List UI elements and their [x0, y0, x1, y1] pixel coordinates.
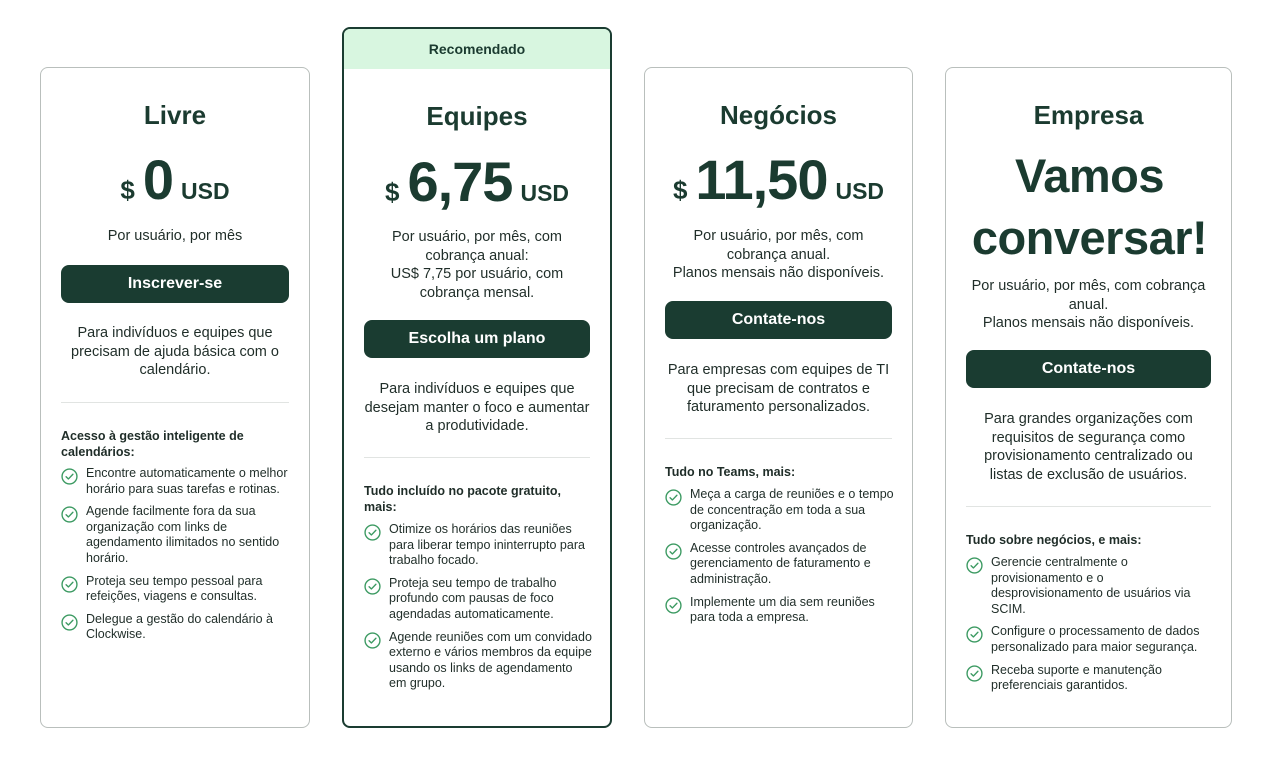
price-currency: $ — [120, 175, 135, 205]
check-circle-icon — [364, 578, 381, 595]
price-amount: 6,75 — [407, 150, 513, 213]
feature-list — [665, 487, 894, 633]
check-circle-icon — [665, 489, 682, 506]
check-circle-icon — [966, 557, 983, 574]
divider — [665, 438, 892, 439]
feature-list — [61, 466, 291, 650]
signup-button[interactable]: Inscrever-se — [61, 265, 289, 303]
price-unit: USD — [181, 178, 230, 204]
contact-button[interactable]: Contate-nos — [665, 301, 892, 339]
plan-price — [41, 150, 309, 210]
feature-item: Gerencie centralmente o provisionamento e o desprovisionamento de usuários via SCIM. — [966, 555, 1211, 617]
plan-description: Para empresas com equipes de TI que precisam de contratos e faturamento personalizados. — [667, 362, 890, 415]
divider — [364, 457, 590, 458]
check-circle-icon — [966, 626, 983, 643]
plan-card-negocios — [644, 67, 913, 728]
feature-item: Proteja seu tempo de trabalho profundo com pausas de foco agendadas automaticamente. — [364, 576, 592, 623]
check-circle-icon — [364, 632, 381, 649]
check-circle-icon — [61, 614, 78, 631]
features-title: Acesso à gestão inteligente de calendários: — [61, 429, 244, 459]
price-unit: USD — [520, 180, 570, 206]
feature-item: Implemente um dia sem reuniões para toda a empresa. — [665, 595, 894, 626]
feature-item: Encontre automaticamente o melhor horário para suas tarefas e rotinas. — [61, 466, 291, 497]
features-title: Tudo incluído no pacote gratuito, mais: — [364, 484, 561, 514]
feature-item: Delegue a gestão do calendário à Clockwise. — [61, 612, 291, 643]
check-circle-icon — [665, 543, 682, 560]
check-circle-icon — [61, 576, 78, 593]
choose-plan-button[interactable]: Escolha um plano — [364, 320, 590, 358]
enterprise-price: Vamos conversar! — [971, 149, 1208, 264]
feature-item: Agende facilmente fora da sua organização com links de agendamento ilimitados no sentido horário. — [61, 504, 291, 566]
features-title: Tudo sobre negócios, e mais: — [966, 533, 1142, 547]
price-amount: 0 — [142, 148, 174, 211]
plan-card-livre — [40, 67, 310, 728]
billing-text: Por usuário, por mês, com cobrança anual: US$ 7,75 por usuário, com cobrança mensal. — [390, 229, 564, 301]
plan-description: Para grandes organizações com requisitos de segurança como provisionamento centralizado ou listas de exclusão de usuários. — [984, 411, 1193, 483]
plan-name: Livre — [143, 100, 207, 130]
feature-item: Receba suporte e manutenção preferenciais garantidos. — [966, 663, 1211, 694]
recommended-badge: Recomendado — [344, 29, 610, 69]
price-amount: 11,50 — [695, 148, 828, 211]
plan-card-empresa — [945, 67, 1232, 728]
feature-item: Configure o processamento de dados personalizado para maior segurança. — [966, 624, 1211, 655]
billing-text: Por usuário, por mês — [107, 228, 243, 244]
feature-item: Meça a carga de reuniões e o tempo de concentração em toda a sua organização. — [665, 487, 894, 534]
divider — [966, 506, 1211, 507]
feature-list — [966, 555, 1211, 701]
divider — [61, 402, 289, 403]
check-circle-icon — [61, 468, 78, 485]
features-title: Tudo no Teams, mais: — [665, 465, 796, 479]
contact-button[interactable]: Contate-nos — [966, 350, 1211, 388]
plan-name: Equipes — [426, 101, 528, 131]
check-circle-icon — [665, 597, 682, 614]
plan-card-equipes — [342, 27, 612, 728]
plan-name: Empresa — [1033, 100, 1144, 130]
feature-item: Agende reuniões com um convidado externo e vários membros da equipe usando os links de agendamento em grupo. — [364, 630, 592, 692]
check-circle-icon — [966, 665, 983, 682]
billing-text: Por usuário, por mês, com cobrança anual. Planos mensais não disponíveis. — [672, 228, 885, 281]
feature-list — [364, 522, 592, 699]
check-circle-icon — [61, 506, 78, 523]
plan-price — [645, 150, 912, 210]
billing-text: Por usuário, por mês, com cobrança anual. Planos mensais não disponíveis. — [971, 278, 1206, 331]
price-currency: $ — [672, 175, 688, 205]
feature-item: Otimize os horários das reuniões para liberar tempo ininterrupto para trabalho focado. — [364, 522, 592, 569]
feature-item: Acesse controles avançados de gerenciamento de faturamento e administração. — [665, 541, 894, 588]
feature-item: Proteja seu tempo pessoal para refeições, viagens e consultas. — [61, 574, 291, 605]
plan-price — [344, 152, 610, 212]
price-currency: $ — [384, 177, 400, 207]
plan-description: Para indivíduos e equipes que precisam de ajuda básica com o calendário. — [71, 325, 279, 378]
check-circle-icon — [364, 524, 381, 541]
plan-name: Negócios — [719, 100, 838, 130]
plan-description: Para indivíduos e equipes que desejam manter o foco e aumentar a produtividade. — [364, 381, 590, 434]
price-unit: USD — [835, 178, 885, 204]
